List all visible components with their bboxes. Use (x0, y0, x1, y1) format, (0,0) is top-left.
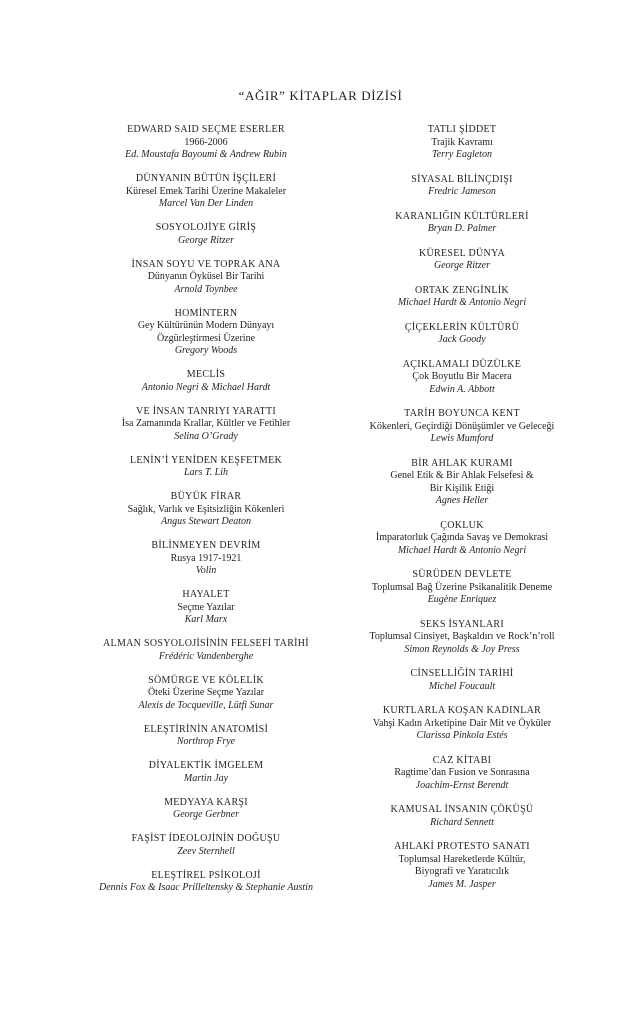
book-entry (334, 668, 590, 693)
book-title: SOSYOLOJİYE GİRİŞ (155, 222, 257, 233)
book-subtitle: Bir Kişilik Etiği (429, 482, 495, 494)
book-subtitle: Özgürleştirmesi Üzerine (156, 332, 256, 344)
book-title: BÜYÜK FİRAR (170, 491, 242, 502)
book-entry (62, 760, 350, 785)
book-title: SÜRÜDEN DEVLETE (412, 569, 512, 580)
book-author: Michel Foucault (428, 680, 496, 692)
book-entry (334, 804, 590, 829)
book-subtitle: Rusya 1917-1921 (170, 552, 242, 564)
book-entry (62, 833, 350, 858)
book-author: Frédéric Vandenberghe (158, 650, 254, 662)
book-title: VE İNSAN TANRIYI YARATTI (135, 405, 276, 417)
book-title: HOMİNTERN (174, 307, 238, 319)
book-author: Simon Reynolds & Joy Press (404, 643, 520, 655)
book-title: FAŞİST İDEOLOJİNİN DOĞUŞU (131, 833, 281, 844)
book-entry (62, 540, 350, 578)
book-subtitle: Sağlık, Varlık ve Eşitsizliğin Kökenleri (127, 503, 285, 515)
book-author: George Ritzer (177, 234, 234, 246)
book-subtitle: Toplumsal Cinsiyet, Başkaldırı ve Rock’n’roll (369, 631, 555, 642)
book-author: Karl Marx (184, 614, 228, 625)
book-author: Martin Jay (183, 772, 229, 784)
book-entry (334, 619, 590, 657)
book-title: SEKS İSYANLARI (420, 618, 504, 630)
book-author: Michael Hardt & Antonio Negri (397, 297, 527, 308)
book-title: AÇIKLAMALI DÜZÜLKE (402, 358, 522, 370)
book-subtitle: Gey Kültürünün Modern Dünyayı (137, 320, 275, 331)
book-author: Fredric Jameson (428, 186, 496, 197)
book-author: Joachim-Ernst Berendt (415, 779, 509, 791)
book-entry (334, 359, 590, 397)
book-title: ELEŞTİRİNİN ANATOMİSİ (143, 723, 269, 735)
book-author: Michael Hardt & Antonio Negri (397, 544, 527, 556)
book-author: Richard Sennett (430, 816, 494, 828)
book-title: KARANLIĞIN KÜLTÜRLERİ (395, 210, 529, 222)
book-title: LENİN’İ YENİDEN KEŞFETMEK (129, 454, 283, 466)
book-entry (334, 248, 590, 273)
book-entry (334, 841, 590, 891)
book-title: BİLİNMEYEN DEVRİM (151, 540, 261, 551)
book-author: George Gerbner (172, 809, 239, 820)
book-title: MEDYAYA KARŞI (164, 796, 248, 808)
book-subtitle: Çok Boyutlu Bir Macera (412, 371, 512, 382)
book-author: Marcel Van Der Linden (158, 198, 254, 209)
book-title: KURTLARLA KOŞAN KADINLAR (382, 705, 542, 716)
book-author: Antonio Negri & Michael Hardt (141, 381, 271, 393)
book-subtitle: Seçme Yazılar (177, 601, 235, 613)
book-author: James M. Jasper (428, 878, 496, 890)
book-title: SİYASAL BİLİNÇDIŞI (411, 173, 513, 185)
book-entry (62, 259, 350, 297)
book-entry (334, 124, 590, 162)
book-entry (334, 705, 590, 743)
book-author: Angus Stewart Deaton (161, 516, 251, 527)
book-entry (62, 638, 350, 663)
book-subtitle: Öteki Üzerine Seçme Yazılar (147, 687, 265, 698)
book-title: TARİH BOYUNCA KENT (404, 408, 520, 419)
book-author: Lars T. Lih (183, 467, 228, 478)
book-title: CAZ KİTABI (432, 754, 492, 766)
book-entry (62, 589, 350, 627)
page-title: “AĞIR” KİTAPLAR DİZİSİ (238, 88, 403, 103)
book-entry (62, 222, 350, 247)
book-title: DİYALEKTİK İMGELEM (148, 760, 264, 771)
book-title: ÇİÇEKLERİN KÜLTÜRÜ (404, 321, 520, 333)
book-subtitle: İmparatorluk Çağında Savaş ve Demokrasi (375, 532, 549, 543)
book-title: EDWARD SAID SEÇME ESERLER (127, 124, 285, 135)
book-entry (62, 369, 350, 394)
book-entry (62, 797, 350, 822)
book-author: Agnes Heller (435, 495, 489, 506)
book-title: CİNSELLİĞİN TARİHİ (410, 668, 514, 679)
book-entry (62, 406, 350, 444)
book-author: Selina O’Grady (174, 430, 238, 442)
book-author: Edwin A. Abbott (429, 383, 495, 395)
book-author: Bryan D. Palmer (427, 223, 497, 234)
book-entry (334, 755, 590, 793)
book-author: Northrop Frye (176, 736, 236, 747)
book-subtitle: Genel Etik & Bir Ahlak Felsefesi & (390, 470, 534, 481)
book-author: Terry Eagleton (432, 149, 492, 160)
book-author: Arnold Toynbee (174, 283, 238, 295)
book-subtitle: Toplumsal Hareketlerde Kültür, (398, 853, 526, 865)
book-subtitle: Kökenleri, Geçirdiği Dönüşümler ve Geleceği (369, 420, 555, 432)
book-title: ORTAK ZENGİNLİK (415, 284, 509, 296)
book-entry (334, 520, 590, 558)
book-title: MECLİS (186, 369, 226, 380)
book-entry (334, 408, 590, 446)
book-subtitle: Vahşi Kadın Arketipine Dair Mit ve Öyküler (372, 717, 552, 729)
book-title: BİR AHLAK KURAMI (411, 457, 513, 469)
book-entry (62, 124, 350, 162)
book-title: ALMAN SOSYOLOJİSİNİN FELSEFİ TARİHİ (103, 638, 309, 649)
book-entry (334, 458, 590, 508)
right-column (334, 124, 590, 903)
book-entry (62, 724, 350, 749)
book-title: İNSAN SOYU VE TOPRAK ANA (131, 258, 281, 270)
book-entry (62, 173, 350, 211)
book-entry (62, 308, 350, 358)
book-author: George Ritzer (433, 260, 490, 271)
book-author: Gregory Woods (174, 345, 238, 356)
book-entry (334, 285, 590, 310)
book-author: Dennis Fox & Isaac Prilleltensky & Stephanie Austin (99, 882, 313, 893)
book-title: ELEŞTİREL PSİKOLOJİ (151, 869, 261, 881)
book-subtitle: İsa Zamanında Krallar, Kültler ve Fetihler (121, 418, 291, 429)
book-title: HAYALET (182, 589, 230, 600)
book-author: Lewis Mumford (430, 433, 494, 444)
book-author: Zeev Sternhell (177, 845, 235, 857)
book-author: Ed. Moustafa Bayoumi & Andrew Rubin (125, 149, 287, 160)
book-title: KÜRESEL DÜNYA (418, 247, 506, 259)
book-entry (62, 455, 350, 480)
book-subtitle: Dünyanın Öyküsel Bir Tarihi (147, 271, 265, 282)
book-entry (334, 174, 590, 199)
book-subtitle: Ragtime’dan Fusion ve Sonrasına (394, 767, 530, 778)
book-entry (62, 675, 350, 713)
book-entry (334, 322, 590, 347)
book-subtitle: Toplumsal Bağ Üzerine Psikanalitik Deneme (371, 581, 553, 593)
book-title: ÇOKLUK (440, 519, 484, 531)
book-title: SÖMÜRGE VE KÖLELİK (148, 674, 264, 686)
book-title: KAMUSAL İNSANIN ÇÖKÜŞÜ (390, 804, 534, 815)
book-subtitle: Trajik Kavramı (431, 136, 493, 148)
book-entry (334, 211, 590, 236)
book-author: Alexis de Tocqueville, Lütfi Sunar (138, 699, 274, 711)
book-title: DÜNYANIN BÜTÜN İŞÇİLERİ (135, 173, 277, 184)
book-subtitle: Biyografi ve Yaratıcılık (414, 866, 510, 877)
book-author: Clarissa Pinkola Estés (416, 730, 508, 741)
book-author: Jack Goody (438, 334, 486, 345)
book-entry (62, 870, 350, 895)
book-author: Volin (195, 565, 217, 576)
book-entry (62, 491, 350, 529)
book-title: AHLAKİ PROTESTO SANATI (394, 841, 530, 852)
book-subtitle: Küresel Emek Tarihi Üzerine Makaleler (125, 185, 287, 197)
book-subtitle: 1966-2006 (184, 136, 228, 148)
left-column (62, 124, 350, 906)
book-author: Eugène Enriquez (427, 594, 497, 605)
book-entry (334, 569, 590, 607)
book-title: TATLI ŞİDDET (427, 124, 497, 135)
